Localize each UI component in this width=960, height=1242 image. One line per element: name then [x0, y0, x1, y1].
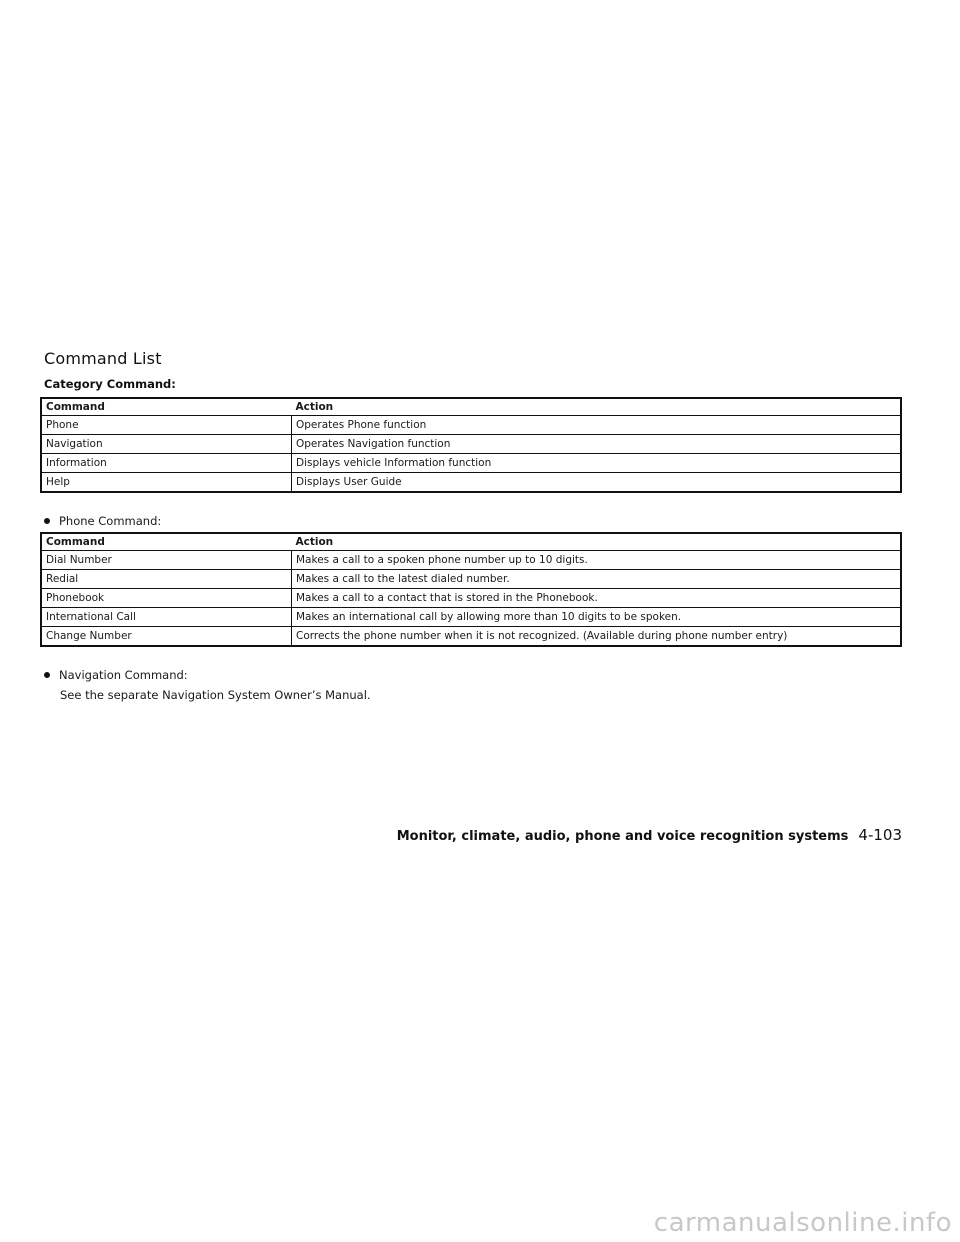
action-cell: Displays User Guide	[292, 473, 902, 493]
section-title: Command List	[44, 349, 162, 368]
command-cell: Navigation	[41, 435, 292, 454]
table-row	[41, 627, 901, 647]
action-cell: Makes a call to a contact that is stored in the Phonebook.	[292, 589, 902, 608]
table-header-row	[41, 533, 901, 551]
bullet-icon	[44, 518, 50, 524]
column-header-action: Action	[295, 536, 334, 548]
command-cell: Change Number	[41, 627, 292, 647]
action-cell: Operates Navigation function	[292, 435, 902, 454]
category-command-table	[40, 397, 902, 493]
table-header-row	[41, 398, 901, 416]
page-footer	[397, 826, 902, 844]
navigation-command-label: Navigation Command:	[59, 668, 188, 682]
command-cell: Dial Number	[41, 551, 292, 570]
command-cell: Phone	[41, 416, 292, 435]
table-row	[41, 473, 901, 493]
navigation-command-bullet	[44, 668, 188, 682]
navigation-command-text: See the separate Navigation System Owner’s Manual.	[60, 688, 371, 702]
action-cell: Displays vehicle Information function	[292, 454, 902, 473]
column-header-command: Command	[46, 401, 105, 413]
command-cell: Help	[41, 473, 292, 493]
command-cell: International Call	[41, 608, 292, 627]
table-row	[41, 551, 901, 570]
action-cell: Corrects the phone number when it is not recognized. (Available during phone number entry)	[292, 627, 902, 647]
action-cell: Makes an international call by allowing more than 10 digits to be spoken.	[292, 608, 902, 627]
command-cell: Redial	[41, 570, 292, 589]
table-row	[41, 454, 901, 473]
column-header-command: Command	[46, 536, 105, 548]
footer-chapter-title: Monitor, climate, audio, phone and voice recognition systems	[396, 829, 849, 844]
bullet-icon	[44, 672, 50, 678]
table-row	[41, 570, 901, 589]
action-cell: Operates Phone function	[292, 416, 902, 435]
table-row	[41, 589, 901, 608]
watermark: carmanualsonline.info	[653, 1208, 952, 1238]
table-row	[41, 608, 901, 627]
column-header-action: Action	[295, 401, 334, 413]
action-cell: Makes a call to the latest dialed number.	[292, 570, 902, 589]
phone-command-table	[40, 532, 902, 647]
action-cell: Makes a call to a spoken phone number up to 10 digits.	[292, 551, 902, 570]
page-number: 4-103	[858, 826, 902, 844]
category-command-heading: Category Command:	[44, 377, 176, 391]
command-cell: Phonebook	[41, 589, 292, 608]
phone-command-label: Phone Command:	[59, 514, 162, 528]
table-row	[41, 416, 901, 435]
command-cell: Information	[41, 454, 292, 473]
table-row	[41, 435, 901, 454]
phone-command-bullet	[44, 514, 161, 528]
